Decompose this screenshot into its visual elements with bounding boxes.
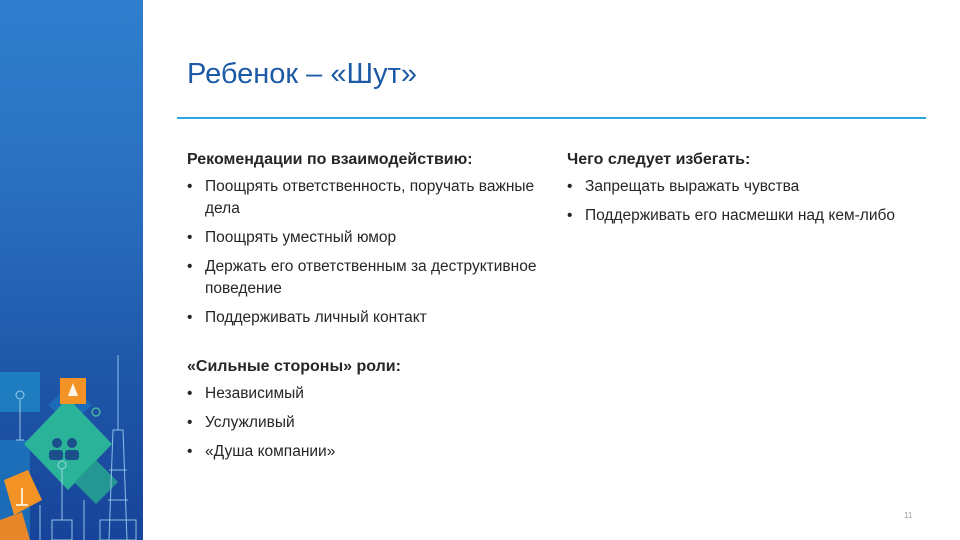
slide-title: Ребенок – «Шут» (187, 58, 417, 90)
strengths-list (187, 383, 547, 463)
recommendations-heading: Рекомендации по взаимодействию: (187, 151, 473, 168)
avoid-heading: Чего следует избегать: (567, 151, 751, 168)
decorative-sidebar (0, 0, 143, 540)
list-item: • Независимый (187, 383, 547, 405)
emblem-icon (92, 408, 100, 416)
left-column (187, 150, 547, 470)
title-divider (177, 117, 926, 119)
strengths-heading: «Сильные стороны» роли: (187, 358, 401, 375)
list-item: • Держать его ответственным за деструктивное поведение (187, 256, 547, 300)
list-item: • Поощрять уместный юмор (187, 227, 547, 249)
list-item: • Запрещать выражать чувства (567, 176, 907, 198)
list-item: • Поддерживать личный контакт (187, 307, 547, 329)
list-item: • Поощрять ответственность, поручать важные дела (187, 176, 547, 220)
right-column (567, 150, 907, 234)
list-item: • «Душа компании» (187, 441, 547, 463)
list-item: • Услужливый (187, 412, 547, 434)
recommendations-list (187, 176, 547, 329)
avoid-list (567, 176, 907, 227)
list-item: • Поддерживать его насмешки над кем-либо (567, 205, 907, 227)
page-number: 11 (904, 511, 913, 520)
city-illustration (0, 0, 143, 540)
